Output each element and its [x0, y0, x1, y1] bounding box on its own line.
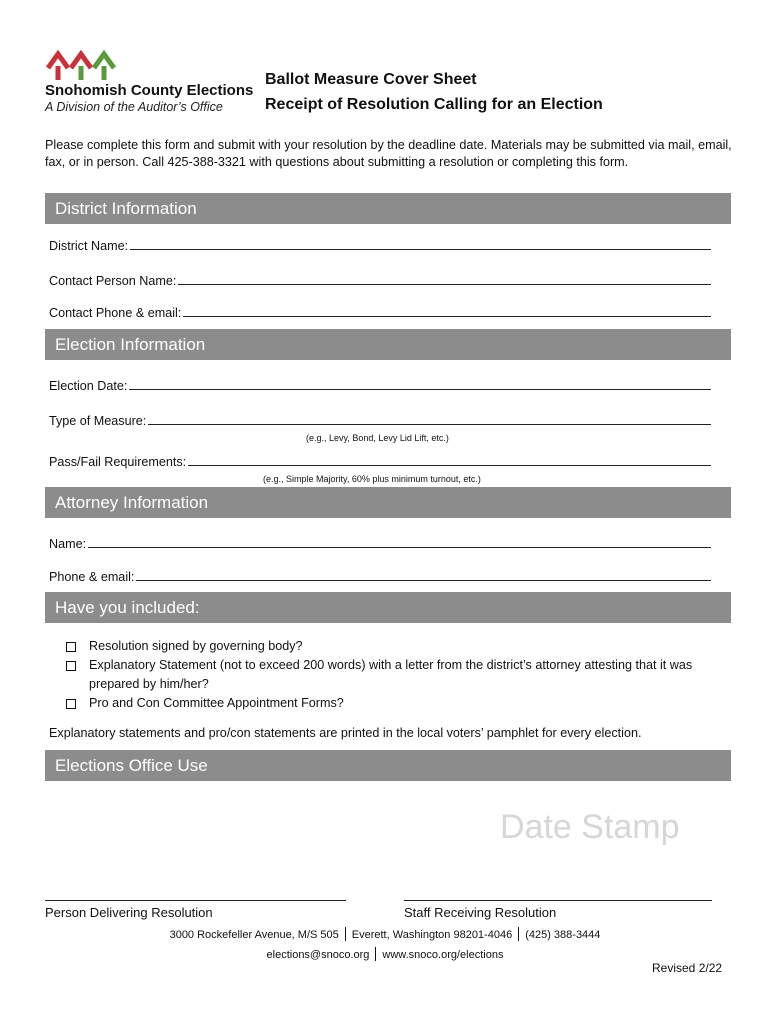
- contact-phone-field[interactable]: [49, 303, 711, 320]
- section-election-information: Election Information: [45, 329, 731, 360]
- included-checklist: [66, 637, 726, 713]
- election-date-field[interactable]: [49, 376, 711, 393]
- voters-pamphlet-note: Explanatory statements and pro/con statements are printed in the local voters’ pamphlet for every election.: [49, 726, 642, 740]
- contact-person-label: Contact Person Name:: [49, 274, 177, 288]
- type-of-measure-label: Type of Measure:: [49, 414, 147, 428]
- contact-phone-line[interactable]: [183, 315, 711, 317]
- intro-paragraph: Please complete this form and submit with your resolution by the deadline date. Materials may be submitted via mail, email, fax, or in person. Call 425-388-3321 with questions about submitting a resolution or completing this form.: [45, 138, 732, 169]
- checkbox-pro-con-forms[interactable]: [66, 699, 76, 709]
- checklist-item: [66, 637, 726, 656]
- checklist-item: [66, 694, 726, 713]
- attorney-name-label: Name:: [49, 537, 87, 551]
- pass-fail-line[interactable]: [188, 464, 711, 466]
- person-delivering-label: Person Delivering Resolution: [45, 905, 213, 920]
- contact-phone-label: Contact Phone & email:: [49, 306, 182, 320]
- staff-receiving-label: Staff Receiving Resolution: [404, 905, 557, 920]
- footer-website-link[interactable]: www.snoco.org/elections: [382, 949, 504, 961]
- checklist-item-label: Explanatory Statement (not to exceed 200 words) with a letter from the district’s attorney attesting that it was prepared by him/her?: [89, 658, 693, 691]
- checklist-item: [66, 656, 726, 694]
- person-delivering-signature-line[interactable]: [45, 900, 346, 902]
- district-name-label: District Name:: [49, 239, 129, 253]
- attorney-phone-label: Phone & email:: [49, 570, 135, 584]
- org-name: Snohomish County Elections: [45, 82, 254, 99]
- checkbox-explanatory-statement[interactable]: [66, 661, 76, 671]
- footer-separator: [518, 927, 519, 941]
- footer-contact-line: [0, 947, 770, 961]
- checklist-item-label: Resolution signed by governing body?: [89, 639, 303, 653]
- snohomish-county-logo-icon: [45, 46, 125, 82]
- type-of-measure-line[interactable]: [148, 423, 711, 425]
- pass-fail-hint: (e.g., Simple Majority, 60% plus minimum turnout, etc.): [263, 474, 481, 484]
- district-name-line[interactable]: [130, 248, 711, 250]
- staff-receiving-signature-line[interactable]: [404, 900, 712, 902]
- footer-separator: [375, 947, 376, 961]
- type-of-measure-field[interactable]: [49, 411, 711, 428]
- footer-address: 3000 Rockefeller Avenue, M/S 505: [169, 929, 339, 941]
- footer-city: Everett, Washington 98201-4046: [351, 929, 513, 941]
- attorney-name-field[interactable]: [49, 534, 711, 551]
- date-stamp-placeholder: Date Stamp: [500, 808, 680, 846]
- org-subtitle: A Division of the Auditor’s Office: [45, 100, 223, 114]
- attorney-name-line[interactable]: [88, 546, 711, 548]
- checkbox-resolution-signed[interactable]: [66, 642, 76, 652]
- footer-address-line: [0, 927, 770, 941]
- footer-separator: [345, 927, 346, 941]
- footer-email-link[interactable]: elections@snoco.org: [266, 949, 370, 961]
- section-district-information: District Information: [45, 193, 731, 224]
- contact-person-line[interactable]: [178, 283, 711, 285]
- district-name-field[interactable]: [49, 236, 711, 253]
- section-elections-office-use: Elections Office Use: [45, 750, 731, 781]
- attorney-phone-line[interactable]: [136, 579, 711, 581]
- form-title: Ballot Measure Cover Sheet: [265, 71, 477, 88]
- type-of-measure-hint: (e.g., Levy, Bond, Levy Lid Lift, etc.): [306, 433, 449, 443]
- footer-phone: (425) 388-3444: [525, 929, 601, 941]
- form-subtitle: Receipt of Resolution Calling for an Election: [265, 96, 603, 113]
- section-have-you-included: Have you included:: [45, 592, 731, 623]
- contact-person-field[interactable]: [49, 271, 711, 288]
- revision-date: Revised 2/22: [652, 961, 723, 975]
- election-date-line[interactable]: [129, 388, 711, 390]
- pass-fail-label: Pass/Fail Requirements:: [49, 455, 187, 469]
- section-attorney-information: Attorney Information: [45, 487, 731, 518]
- checklist-item-label: Pro and Con Committee Appointment Forms?: [89, 696, 344, 710]
- pass-fail-field[interactable]: [49, 452, 711, 469]
- election-date-label: Election Date:: [49, 379, 128, 393]
- attorney-phone-field[interactable]: [49, 567, 711, 584]
